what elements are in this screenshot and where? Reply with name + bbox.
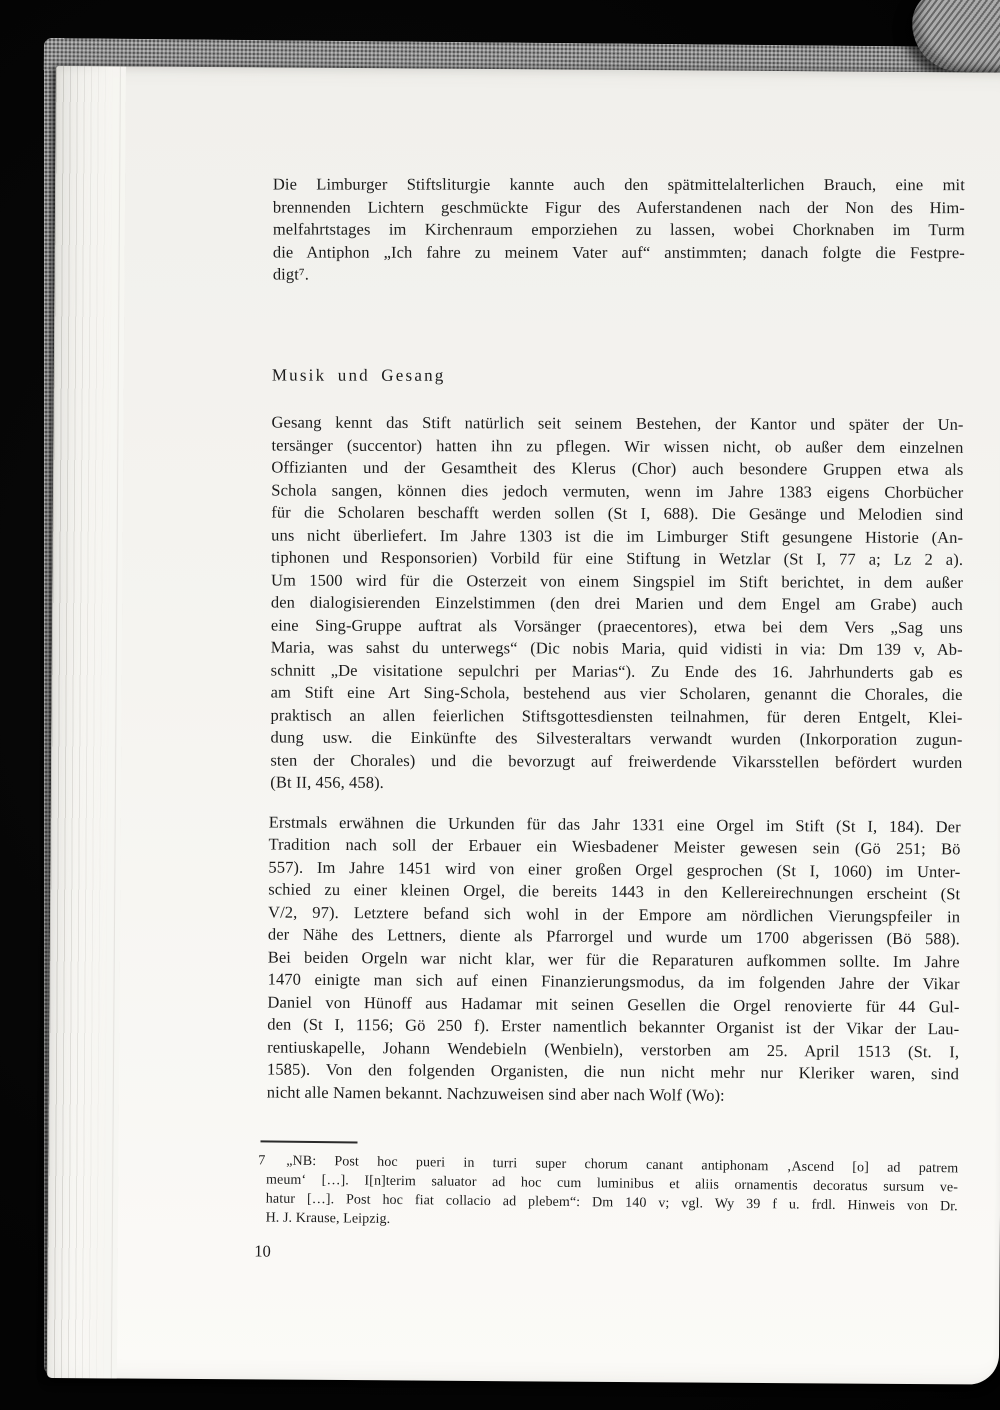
text-line: Offizianten und der Gesamtheit des Klerus (Chor) auch besondere Gruppen etwa als [271, 457, 964, 479]
text-line: schnitt „De visitatione sepulchri per Marias“). Zu Ende des 16. Jahrhunderts gab es [270, 660, 963, 682]
text-line: V/2, 97). Letztere befand sich wohl in der Empore am nördlichen Vierungspfeiler in [268, 902, 961, 926]
footnote-marker: 7 [258, 1153, 266, 1169]
text-line: Die Limburger Stiftsliturgie kannte auch den spätmittelalterlichen Brauch, eine mit [272, 174, 965, 195]
text-line: praktisch an allen feierlichen Stiftsgottesdiensten teilnahmen, für deren Entgelt, Klei- [270, 705, 963, 727]
text-line: die Antiphon „Ich fahre zu meinem Vater auf“ anstimmten; danach folgte die Festpre- [272, 242, 965, 262]
text-line: brennenden Lichtern geschmückte Figur des Auferstandenen nach der Non des Him- [272, 197, 965, 217]
paragraph-music-gesang [270, 412, 963, 797]
text-line: hatur […]. Post hoc fiat collacio ad plebem“: Dm 140 v; vgl. Wy 39 f u. frdl. Hinweis von Dr. [265, 1191, 958, 1215]
text-line: den dialogisierenden Einzelstimmen (den drei Marien und dem Engel am Grabe) auch [270, 592, 963, 614]
text-line: digt⁷. [272, 264, 309, 284]
text-line: am Stift eine Art Sing-Schola, bestehend aus vier Scholaren, genannt die Chorales, die [270, 682, 963, 704]
text-line: rentiuskapelle, Johann Wendebieln (Wenbieln), verstorben am 25. April 1513 (St. I, [267, 1036, 960, 1061]
text-line: Gesang kennt das Stift natürlich seit seinem Bestehen, der Kantor und später der Un- [271, 412, 964, 434]
text-line: H. J. Krause, Leipzig. [265, 1210, 391, 1227]
page-number: 10 [254, 1241, 272, 1261]
paragraph-intro [273, 174, 965, 287]
text-line: „NB: Post hoc pueri in turri super chorum canant antiphonam ‚Ascend [o] ad patrem [286, 1153, 959, 1177]
paragraph-organ-history [267, 811, 961, 1108]
text-line: Tradition nach soll der Erbauer ein Wiesbadener Meister gewesen sein (Gö 251; Bö [268, 834, 961, 859]
footnote-text [266, 1151, 959, 1235]
text-line: Um 1500 wird für die Osterzeit von einem Singspiel im Stift berichtet, in dem außer [270, 570, 964, 592]
text-line: Bei beiden Orgeln war nicht klar, wer für die Reparaturen aufkommen sollte. Im Jahre [267, 947, 960, 971]
page-stack-edges [47, 66, 126, 1378]
text-line: meum‘ […]. I[n]terim saluator ad hoc cum luminibus et aliis ornamentis decoratus sursum ve- [265, 1172, 959, 1196]
text-line: tiphonen und Responsorien) Vorbild für eine Stiftung in Wetzlar (St I, 77 a; Lz 2 a). [271, 547, 964, 569]
text-line: eine Sing-Gruppe auftrat als Vorsänger (praecentores), etwa bei dem Vers „Sag uns [270, 615, 963, 637]
text-line: Daniel von Hünoff aus Hadamar mit seinen Gesellen die Orgel renovierte für 44 Gul- [267, 991, 960, 1016]
footnote [258, 1151, 959, 1235]
text-line: tersänger (succentor) hatten ihn zu pflegen. Wir wissen nicht, ob außer dem einzelnen [271, 435, 964, 457]
footnote-area [254, 1140, 959, 1270]
text-line: der Nähe des Lettners, diente als Pfarrorgel und wurde um 1700 abgerissen (Bö 588). [267, 924, 960, 949]
text-line: 1470 einigte man sich auf einen Finanzierungsmodus, da im folgenden Jahre der Vikar [267, 969, 960, 994]
text-column [254, 174, 966, 1268]
text-line: schied zu einer kleinen Orgel, die bereits 1443 in den Kellereirechnungen erscheint (St [268, 879, 961, 904]
text-line: 1585). Von den folgenden Organisten, die nun nicht mehr nur Kleriker waren, sind [266, 1059, 960, 1084]
section-heading: Musik und Gesang [271, 365, 446, 385]
text-line: Maria, was sahst du unterwegs“ (Dic nobis Maria, quid vidisti in via: Dm 139 v, Ab- [270, 637, 963, 659]
text-line: Schola sangen, können dies jedoch vermuten, wenn im Jahre 1383 eigens Chorbücher [271, 480, 964, 502]
text-line: den (St I, 1156; Gö 250 f). Erster namentlich bekannter Organist ist der Vikar der Lau- [267, 1014, 960, 1039]
text-line: uns nicht überliefert. Im Jahre 1303 ist die im Limburger Stift gesungene Historie (An- [271, 525, 964, 547]
text-line: nicht alle Namen bekannt. Nachzuweisen sind aber nach Wolf (Wo): [266, 1081, 725, 1105]
text-line: dung usw. die Einkünfte des Silvesteraltars verwandt wurden (Inkorporation zugun- [270, 727, 963, 749]
footnote-rule [260, 1140, 357, 1143]
text-line: sten der Chorales) und die bevorzugt auf freiwerdende Vikarsstellen befördert wurden [270, 750, 963, 772]
text-line: für die Scholaren beschafft werden sollen (St I, 688). Die Gesänge und Melodien sind [271, 502, 964, 524]
book-page [47, 66, 1000, 1385]
text-line: melfahrtstages im Kirchenraum emporziehen zu lassen, wobei Chorknaben im Turm [272, 219, 965, 240]
text-line: (Bt II, 456, 458). [270, 772, 384, 792]
text-line: Erstmals erwähnen die Urkunden für das Jahr 1331 eine Orgel im Stift (St I, 184). Der [268, 812, 961, 836]
text-line: 557). Im Jahre 1451 wird von einer großen Orgel gesprochen (St I, 1060) im Unter- [268, 857, 961, 881]
